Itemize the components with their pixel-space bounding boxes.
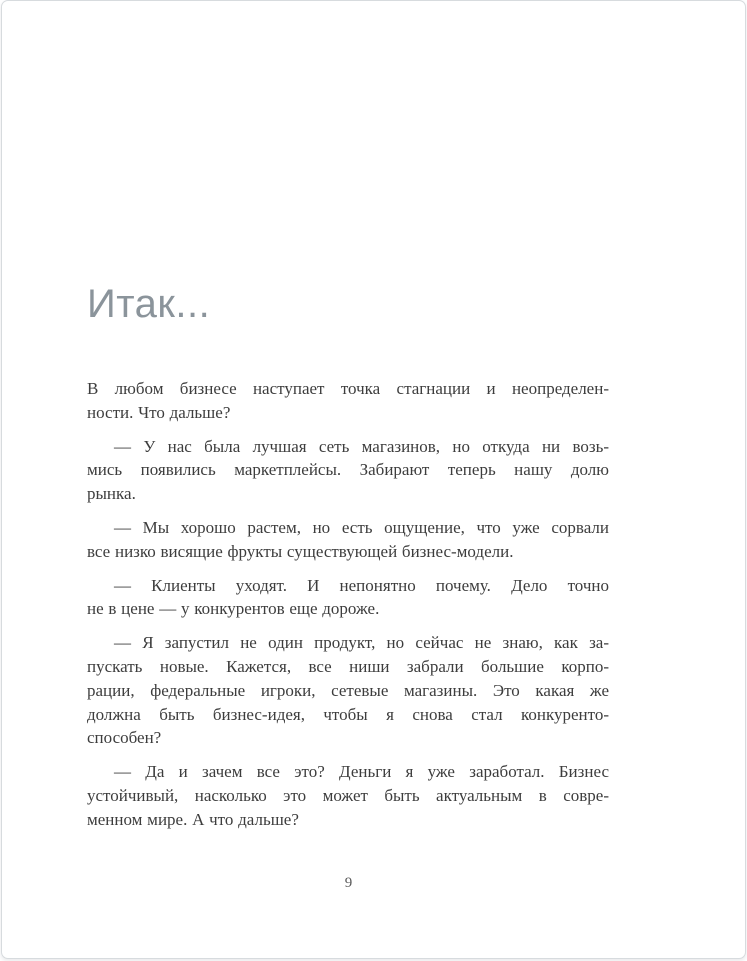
text-line: — Я запустил не один продукт, но сейчас не знаю, как за- <box>114 633 609 653</box>
paragraph <box>87 574 609 622</box>
paragraph <box>87 631 609 750</box>
text-line: все низко висящие фрукты существующей бизнес-модели. <box>87 541 514 561</box>
text-line: — Да и зачем все это? Деньги я уже заработал. Бизнес <box>114 762 609 782</box>
page-number: 9 <box>344 875 353 891</box>
text-line: мись появились маркетплейсы. Забирают теперь нашу долю <box>87 460 609 480</box>
text-line: устойчивый, насколько это может быть актуальным в совре- <box>87 785 609 805</box>
paragraph <box>87 516 609 564</box>
text-line: рынка. <box>87 484 136 504</box>
text-line: пускать новые. Кажется, все ниши забрали большие корпо- <box>87 656 609 676</box>
body-text <box>87 377 609 832</box>
text-line: способен? <box>87 728 162 748</box>
text-line: — Клиенты уходят. И непонятно почему. Дело точно <box>114 575 609 595</box>
text-line: ности. Что дальше? <box>87 402 231 422</box>
book-page <box>1 0 746 959</box>
text-line: — У нас была лучшая сеть магазинов, но откуда ни возь- <box>114 436 609 456</box>
text-line: — Мы хорошо растем, но есть ощущение, что уже сорвали <box>114 517 609 537</box>
text-line: В любом бизнесе наступает точка стагнации и неопределен- <box>87 379 609 398</box>
paragraph <box>87 377 609 425</box>
paragraph <box>87 760 609 831</box>
paragraph <box>87 435 609 506</box>
text-line: не в цене — у конкурентов еще дороже. <box>87 599 380 619</box>
text-line: рации, федеральные игроки, сетевые магазины. Это какая же <box>87 680 609 700</box>
chapter-heading: Итак... <box>87 282 211 326</box>
text-line: менном мире. А что дальше? <box>87 809 299 829</box>
page-content <box>2 1 745 832</box>
text-line: должна быть бизнес-идея, чтобы я снова стал конкуренто- <box>87 704 609 724</box>
